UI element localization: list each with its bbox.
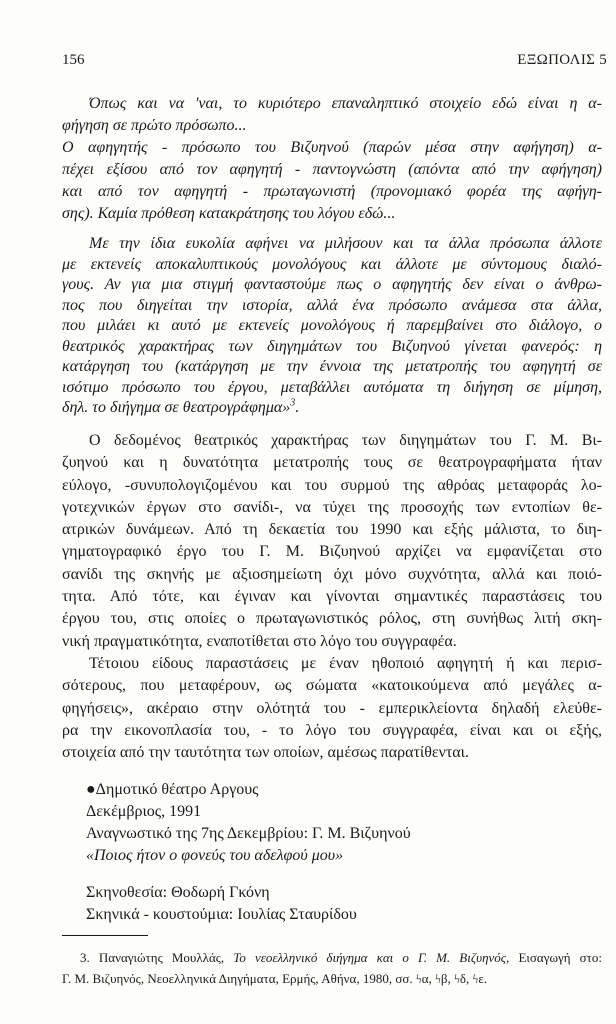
footnote-reference: 3 xyxy=(290,397,296,409)
footnote-author: Παναγιώτης Μουλλάς, xyxy=(98,950,225,965)
footnote xyxy=(62,947,602,989)
credit-design: Σκηνικά - κουστούμια: Ιουλίας Σταυρίδου xyxy=(86,906,357,923)
text-line: και από τον αφηγητή - πρωταγωνιστή (προνομιακό φορέα της αφήγη- xyxy=(62,183,602,200)
bullet-icon: ● xyxy=(86,781,96,798)
text-line: ζυηνού και η δυνατότητα μετατροπής τους σε θεατρογραφήματα ήταν xyxy=(62,454,602,472)
text-line: Τέτοιου είδους παραστάσεις με έναν ηθοποιό αφηγητή ή και περισ- xyxy=(89,655,602,672)
page-header xyxy=(62,50,607,70)
performance-venue: Δημοτικό θέατρο Αργους xyxy=(95,781,259,798)
page-number: 156 xyxy=(62,52,85,68)
text-line: γους. Αν για μια στιγμή φανταστούμε πως ο αφηγητής δεν είναι ο άνθρω- xyxy=(62,276,602,293)
text-line: Ο αφηγητής - πρόσωπο του Βιζυηνού (παρών μέσα στην αφήγηση) α- xyxy=(62,139,602,156)
footnote-line-end: , Εισαγωγή στο: xyxy=(506,950,603,965)
text-line: ατρικών δυνάμεων. Από τη δεκαετία του 1990 και εξής μάλιστα, το διη- xyxy=(62,521,602,539)
text-line: στοιχεία από την ταυτότητα των οποίων, αμέσως παρατίθενται. xyxy=(62,744,469,762)
text-line: κατάργηση του (κατάργηση με την έννοια της μετατροπής του αφηγητή σε xyxy=(62,358,602,375)
text-line: με εκτενείς αποκαλυπτικούς μονολόγους και άλλοτε με σύντομους διαλό- xyxy=(62,255,602,273)
text-line: ισότιμο πρόσωπο του έργου, μεταβάλλει αυτόματα τη διήγηση σε μίμηση, xyxy=(62,378,602,396)
text-line: φήγηση σε πρώτο πρόσωπο... xyxy=(62,117,247,134)
text-line: σότερους, που μεταφέρουν, ως σώματα «κατοικούμενα από μεγάλες α- xyxy=(62,677,602,695)
quote-paragraph xyxy=(62,234,602,419)
text-line: πος που διηγείται την ιστορία, αλλά ένα πρόσωπο ανάμεσα στα άλλα, xyxy=(62,296,602,314)
performance-credits xyxy=(86,882,602,926)
footnote-source: Γ. Μ. Βιζυηνός, Νεοελληνικά Διηγήματα, Ερμής, Αθήνα, 1980, σσ. ϟα, ϟβ, ϟδ, ϟε. xyxy=(62,971,488,986)
body-paragraph xyxy=(62,653,602,764)
text-line: ρα την εικονοπλασία του, - το λόγο του συγγραφέα, είναι και οι εξής, xyxy=(62,721,602,739)
text-line: έργου του, στις οποίες ο πρωταγωνιστικός ρόλος, στη συνήθως λιτή σκη- xyxy=(62,610,602,628)
footnote-title: Το νεοελληνικό διήγημα και ο Γ. Μ. Βιζυηνός xyxy=(233,950,507,965)
performance-venue-line xyxy=(86,779,602,801)
footnote-number: 3. xyxy=(80,950,90,965)
text-line-end: . xyxy=(295,399,300,416)
performance-reading: Αναγνωστικό της 7ης Δεκεμβρίου: Γ. Μ. Βιζυηνού xyxy=(86,825,411,842)
performance-entry xyxy=(86,779,602,867)
performance-title: «Ποιος ήτον ο φονεύς του αδελφού μου» xyxy=(86,847,344,864)
running-title: ΕΞΩΠΟΛΙΣ 5 xyxy=(517,52,607,68)
performance-date: Δεκέμβριος, 1991 xyxy=(86,803,202,820)
text-line: σανίδι της σκηνής με αξιοσημείωτη όχι μόνο συχνότητα, αλλά και ποιό- xyxy=(62,565,602,583)
text-line: Ο δεδομένος θεατρικός χαρακτήρας των διηγημάτων του Γ. Μ. Βι- xyxy=(89,432,602,449)
text-line: πέχει εξίσου από τον αφηγητή - παντογνώστη (απόντα από την αφήγηση) xyxy=(62,161,602,178)
footnote-rule xyxy=(62,935,148,936)
text-line: γοτεχνικών έργων στο σανίδι-, να τύχει της προσοχής των εντοπίων θε- xyxy=(62,498,602,516)
text-line: γηματογραφικό έργο του Γ. Μ. Βιζυηνού αρχίζει να εμφανίζεται στο xyxy=(62,543,602,561)
text-line: που μιλάει κι αυτό με εκτενείς μονολόγους ή παρεμβαίνει στο διάλογο, ο xyxy=(62,317,602,334)
text-line-content: δηλ. το διήγημα σε θεατρογράφημα» xyxy=(62,399,291,416)
credit-direction: Σκηνοθεσία: Θοδωρή Γκόνη xyxy=(86,884,270,901)
quote-paragraph xyxy=(62,93,602,225)
text-line xyxy=(62,398,602,419)
footnote-line xyxy=(62,947,602,968)
text-line: θεατρικός χαρακτήρας των διηγημάτων του Βιζυηνού γίνεται φανερός: η xyxy=(62,337,602,355)
text-line: Με την ίδια ευκολία αφήνει να μιλήσουν και τα άλλα πρόσωπα άλλοτε xyxy=(89,235,602,252)
text-line: φηγήσεις», ακέραιο στην ολότητά του - εμπερικλείοντα δηλαδή ελεύθε- xyxy=(62,699,602,717)
text-line: νική πραγματικότητα, εναποτίθεται στο λόγο του συγγραφέα. xyxy=(62,632,457,650)
text-line: Όπως και να 'ναι, το κυριότερο επαναληπτικό στοιχείο εδώ είναι η α- xyxy=(89,95,602,112)
text-line: τητα. Από τότε, και έγιναν και γίνονται σημαντικές παραστάσεις του xyxy=(62,588,602,606)
body-paragraph xyxy=(62,430,602,653)
text-line: σης). Καμία πρόθεση κατακράτησης του λόγου εδώ... xyxy=(62,205,396,222)
text-line: εύλογο, -συνυπολογιζομένου και του συρμού της αθρόας μεταφοράς λο- xyxy=(62,476,602,494)
